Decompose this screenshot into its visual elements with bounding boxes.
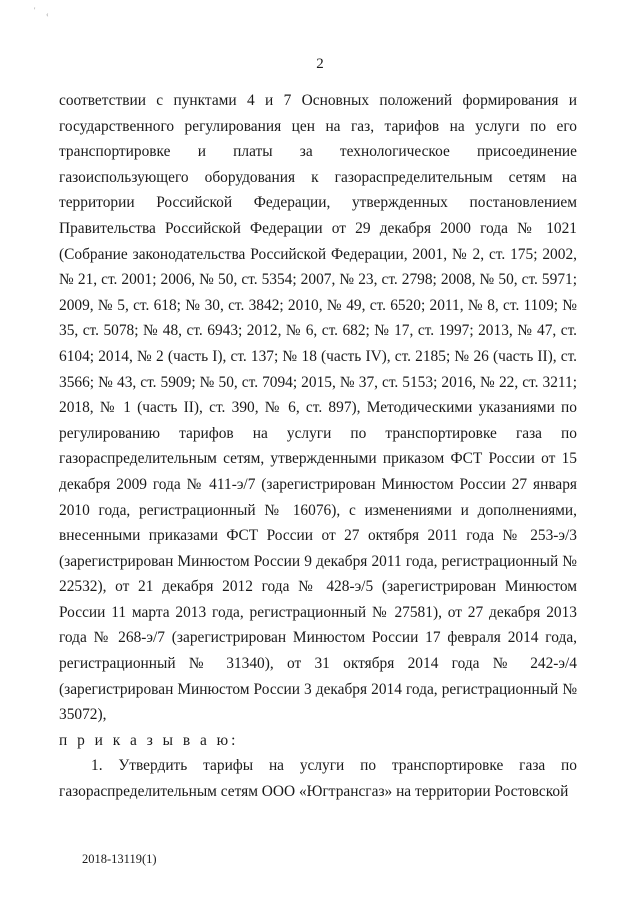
margin-mark-2: ‹	[46, 10, 49, 19]
page-number: 2	[316, 56, 324, 72]
paragraph-main: соответствии с пунктами 4 и 7 Основных положений формирования и государственного регулирования цен на газ, тарифов на услуги по его транспортировке и платы за технологическое присоединение газоиспользующего оборудования к газораспределительным сетям на территории Российской Федерации, утвержденных постановлением Правительства Российской Федерации от 29 декабря 2000 года № 1021 (Собрание законодательства Российской Федерации, 2001, № 2, ст. 175; 2002, № 21, ст. 2001; 2006, № 50, ст. 5354; 2007, № 23, ст. 2798; 2008, № 50, ст. 5971; 2009, № 5, ст. 618; № 30, ст. 3842; 2010, № 49, ст. 6520; 2011, № 8, ст. 1109; № 35, ст. 5078; № 48, ст. 6943; 2012, № 6, ст. 682; № 17, ст. 1997; 2013, № 47, ст. 6104; 2014, № 2 (часть I), ст. 137; № 18 (часть IV), ст. 2185; № 26 (часть II), ст. 3566; № 43, ст. 5909; № 50, ст. 7094; 2015, № 37, ст. 5153; 2016, № 22, ст. 3211; 2018, № 1 (часть II), ст. 390, № 6, ст. 897), Методическими указаниями по регулированию тарифов на услуги по транспортировке газа по газораспределительным сетям, утвержденными приказом ФСТ России от 15 декабря 2009 года № 411-э/7 (зарегистрирован Минюстом России 27 января 2010 года, регистрационный № 16076), с изменениями и дополнениями, внесенными приказами ФСТ России от 27 октября 2011 года № 253-э/3 (зарегистрирован Минюстом России 9 декабря 2011 года, регистрационный № 22532), от 21 декабря 2012 года № 428-э/5 (зарегистрирован Минюстом России 11 марта 2013 года, регистрационный № 27581), от 27 декабря 2013 года № 268-э/7 (зарегистрирован Минюстом России 17 февраля 2014 года, регистрационный № 31340), от 31 октября 2014 года № 242-э/4 (зарегистрирован Минюстом России 3 декабря 2014 года, регистрационный № 35072),	[59, 92, 577, 724]
item-1-paragraph: 1. Утвердить тарифы на услуги по транспортировке газа по газораспределительным сетям ООО «Югтрансгаз» на территории Ростовской	[59, 757, 577, 801]
document-code: 2018-13119(1)	[82, 852, 157, 866]
document-body	[59, 88, 577, 805]
margin-mark-1: '	[34, 6, 36, 15]
order-word: п р и к а з ы в а ю:	[59, 731, 239, 749]
